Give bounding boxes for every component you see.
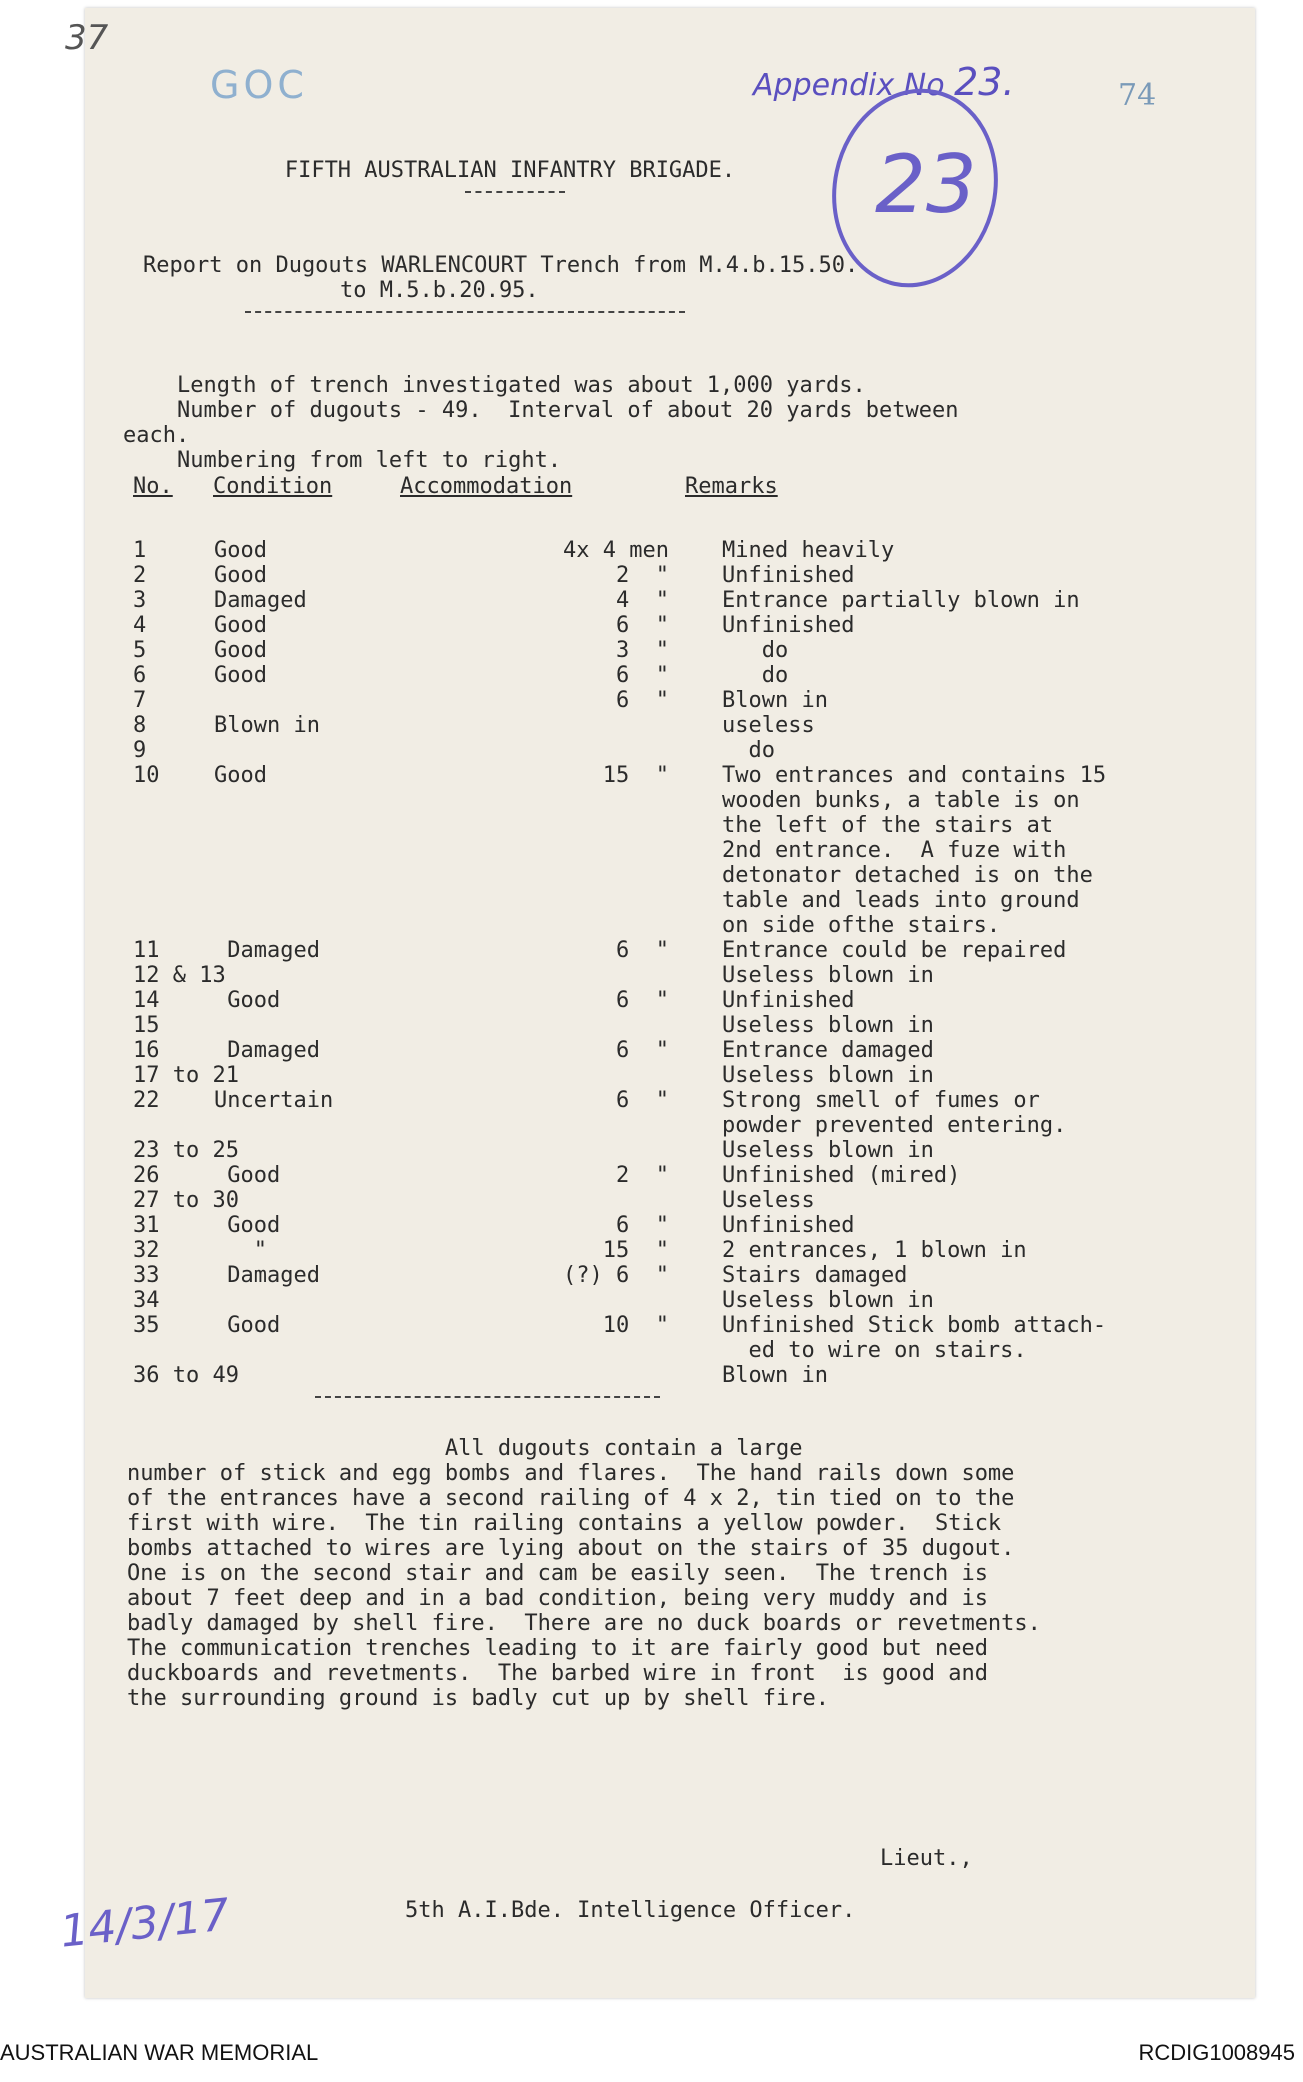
cell-remarks: Stairs damaged — [722, 1263, 908, 1288]
cell-remarks: Entrance partially blown in — [722, 588, 1080, 613]
intro-line-4: Numbering from left to right. — [177, 448, 562, 473]
signature-office: 5th A.I.Bde. Intelligence Officer. — [405, 1898, 856, 1923]
cell-accommodation: 15 " — [602, 763, 669, 788]
cell-remarks: Useless blown in — [722, 1288, 934, 1313]
table-row — [49, 988, 1219, 1013]
table-row — [49, 663, 1219, 688]
cell-condition: Good — [214, 1313, 281, 1338]
cell-number: 34 — [133, 1288, 160, 1313]
cell-remarks: Strong smell of fumes or — [722, 1088, 1040, 1113]
table-row — [49, 613, 1219, 638]
cell-number: 26 — [133, 1163, 160, 1188]
cell-number: 3 — [133, 588, 147, 613]
cell-accommodation: 6 " — [616, 1088, 669, 1113]
cell-condition: Good — [214, 1163, 281, 1188]
cell-remarks: Unfinished (mired) — [722, 1163, 961, 1188]
cell-accommodation: 4 " — [616, 588, 669, 613]
table-row — [49, 938, 1219, 963]
page-number: 74 — [1118, 78, 1157, 113]
cell-number: 10 — [133, 763, 160, 788]
table-row — [49, 563, 1219, 588]
cell-remarks: on side ofthe stairs. — [722, 913, 1001, 938]
cell-remarks: detonator detached is on the — [722, 863, 1093, 888]
cell-number: 36 to 49 — [133, 1363, 239, 1388]
table-row — [49, 538, 1219, 563]
cell-condition: Good — [214, 663, 267, 688]
cell-accommodation: 4x 4 men — [563, 538, 669, 563]
cell-remarks: useless — [722, 713, 815, 738]
cell-remarks: Useless blown in — [722, 1063, 934, 1088]
table-row — [49, 1088, 1219, 1113]
table-row — [49, 1113, 1219, 1138]
cell-condition: Damaged — [214, 938, 320, 963]
cell-remarks: Unfinished — [722, 563, 855, 588]
table-row — [49, 838, 1219, 863]
cell-number: 12 & 13 — [133, 963, 226, 988]
cell-condition: Uncertain — [214, 1088, 334, 1113]
cell-remarks: Entrance damaged — [722, 1038, 934, 1063]
footer-left: AUSTRALIAN WAR MEMORIAL — [0, 2040, 319, 2065]
cell-accommodation: 2 " — [616, 563, 669, 588]
summary-line: badly damaged by shell fire. There are no duck boards or revetments. — [127, 1611, 1041, 1636]
cell-remarks: powder prevented entering. — [722, 1113, 1067, 1138]
cell-number: 35 — [133, 1313, 160, 1338]
cell-condition: Damaged — [214, 588, 307, 613]
cell-number: 2 — [133, 563, 147, 588]
table-end-rule — [315, 1396, 660, 1398]
cell-number: 32 — [133, 1238, 160, 1263]
table-row — [49, 763, 1219, 788]
cell-number: 5 — [133, 638, 147, 663]
table-row — [49, 1263, 1219, 1288]
table-row — [49, 688, 1219, 713]
circled-number: 23 — [875, 138, 977, 231]
table-row — [49, 1338, 1219, 1363]
summary-line: One is on the second stair and cam be easily seen. The trench is — [127, 1561, 988, 1586]
appendix-label-text: Appendix No — [753, 68, 945, 103]
cell-accommodation: 6 " — [616, 938, 669, 963]
cell-condition: Good — [214, 613, 267, 638]
cell-number: 6 — [133, 663, 147, 688]
table-row — [49, 1063, 1219, 1088]
summary-line: the surrounding ground is badly cut up by shell fire. — [127, 1686, 829, 1711]
summary-line: about 7 feet deep and in a bad condition, being very muddy and is — [127, 1586, 988, 1611]
cell-condition: Good — [214, 538, 267, 563]
cell-accommodation: 2 " — [616, 1163, 669, 1188]
cell-accommodation: 6 " — [616, 1038, 669, 1063]
appendix-number: 23. — [954, 60, 1015, 104]
cell-number: 7 — [133, 688, 147, 713]
table-row — [49, 788, 1219, 813]
cell-number: 4 — [133, 613, 147, 638]
cell-number: 27 to 30 — [133, 1188, 239, 1213]
cell-number: 1 — [133, 538, 147, 563]
handwritten-date: 14/3/17 — [57, 1889, 232, 1958]
cell-remarks: Two entrances and contains 15 — [722, 763, 1107, 788]
summary-line: duckboards and revetments. The barbed wire in front is good and — [127, 1661, 988, 1686]
table-row — [49, 738, 1219, 763]
cell-condition: Blown in — [214, 713, 320, 738]
table-row — [49, 1163, 1219, 1188]
cell-number: 14 — [133, 988, 160, 1013]
table-row — [49, 1238, 1219, 1263]
cell-condition: Good — [214, 763, 267, 788]
summary-line: of the entrances have a second railing of 4 x 2, tin tied on to the — [127, 1486, 1015, 1511]
cell-condition: Damaged — [214, 1263, 320, 1288]
summary-line: bombs attached to wires are lying about on the stairs of 35 dugout. — [127, 1536, 1015, 1561]
cell-remarks: Useless blown in — [722, 1013, 934, 1038]
cell-condition: Damaged — [214, 1038, 320, 1063]
summary-line: All dugouts contain a large — [127, 1436, 803, 1461]
header-no: No. — [133, 474, 173, 499]
intro-line-2: Number of dugouts - 49. Interval of about 20 yards between — [177, 398, 959, 423]
cell-remarks: 2 entrances, 1 blown in — [722, 1238, 1027, 1263]
cell-accommodation: 3 " — [616, 638, 669, 663]
header-accommodation: Accommodation — [400, 474, 573, 499]
report-subtitle-line2: to M.5.b.20.95. — [340, 278, 539, 303]
title-rule — [465, 191, 565, 193]
cell-remarks: wooden bunks, a table is on — [722, 788, 1080, 813]
summary-line: first with wire. The tin railing contains a yellow powder. Stick — [127, 1511, 1002, 1536]
cell-remarks: do — [722, 663, 789, 688]
subtitle-rule — [245, 311, 685, 313]
document-sheet — [57, 8, 1255, 1998]
cell-condition: Good — [214, 1213, 281, 1238]
table-row — [49, 963, 1219, 988]
summary-line: The communication trenches leading to it are fairly good but need — [127, 1636, 988, 1661]
cell-number: 11 — [133, 938, 160, 963]
document-title: FIFTH AUSTRALIAN INFANTRY BRIGADE. — [284, 158, 736, 183]
table-row — [49, 888, 1219, 913]
cell-number: 15 — [133, 1013, 160, 1038]
table-row — [49, 588, 1219, 613]
cell-remarks: ed to wire on stairs. — [722, 1338, 1027, 1363]
cell-remarks: Useless blown in — [722, 1138, 934, 1163]
intro-line-3: each. — [123, 423, 190, 448]
cell-remarks: Unfinished Stick bomb attach- — [722, 1313, 1107, 1338]
cell-condition: " — [214, 1238, 267, 1263]
cell-remarks: Mined heavily — [722, 538, 895, 563]
cell-remarks: the left of the stairs at — [722, 813, 1054, 838]
cell-remarks: Unfinished — [722, 1213, 855, 1238]
cell-remarks: Entrance could be repaired — [722, 938, 1067, 963]
corner-number: 37 — [65, 18, 109, 58]
cell-number: 23 to 25 — [133, 1138, 239, 1163]
cell-number: 16 — [133, 1038, 160, 1063]
table-row — [49, 813, 1219, 838]
cell-remarks: Unfinished — [722, 988, 855, 1013]
table-row — [49, 863, 1219, 888]
cell-condition: Good — [214, 988, 281, 1013]
table-row — [49, 713, 1219, 738]
cell-number: 9 — [133, 738, 147, 763]
table-row — [49, 1138, 1219, 1163]
cell-remarks: Unfinished — [722, 613, 855, 638]
signature-rank: Lieut., — [880, 1846, 973, 1871]
table-row — [49, 1013, 1219, 1038]
header-condition: Condition — [213, 474, 333, 499]
initials: GOC — [210, 63, 308, 107]
cell-remarks: 2nd entrance. A fuze with — [722, 838, 1067, 863]
table-row — [49, 1038, 1219, 1063]
cell-number: 33 — [133, 1263, 160, 1288]
cell-condition: Good — [214, 638, 267, 663]
cell-number: 17 to 21 — [133, 1063, 239, 1088]
cell-accommodation: 6 " — [616, 688, 669, 713]
intro-line-1: Length of trench investigated was about 1,000 yards. — [177, 373, 866, 398]
footer-right: RCDIG1008945 — [1138, 2040, 1295, 2065]
table-row — [49, 638, 1219, 663]
cell-number: 22 — [133, 1088, 160, 1113]
report-subtitle-line1: Report on Dugouts WARLENCOURT Trench from M.4.b.15.50. — [143, 253, 859, 278]
header-remarks: Remarks — [685, 474, 778, 499]
cell-accommodation: (?) 6 " — [563, 1263, 669, 1288]
summary-line: number of stick and egg bombs and flares. The hand rails down some — [127, 1461, 1015, 1486]
table-row — [49, 913, 1219, 938]
table-row — [49, 1213, 1219, 1238]
cell-remarks: table and leads into ground — [722, 888, 1080, 913]
cell-number: 31 — [133, 1213, 160, 1238]
cell-number: 8 — [133, 713, 147, 738]
table-row — [49, 1363, 1219, 1388]
cell-remarks: Useless blown in — [722, 963, 934, 988]
cell-accommodation: 6 " — [616, 988, 669, 1013]
cell-accommodation: 6 " — [616, 663, 669, 688]
cell-accommodation: 6 " — [616, 1213, 669, 1238]
cell-accommodation: 15 " — [602, 1238, 669, 1263]
cell-remarks: Blown in — [722, 1363, 828, 1388]
cell-remarks: Blown in — [722, 688, 828, 713]
cell-condition: Good — [214, 563, 267, 588]
table-row — [49, 1288, 1219, 1313]
cell-remarks: Useless — [722, 1188, 815, 1213]
table-row — [49, 1188, 1219, 1213]
cell-accommodation: 6 " — [616, 613, 669, 638]
cell-accommodation: 10 " — [602, 1313, 669, 1338]
cell-remarks: do — [722, 738, 775, 763]
cell-remarks: do — [722, 638, 789, 663]
table-row — [49, 1313, 1219, 1338]
